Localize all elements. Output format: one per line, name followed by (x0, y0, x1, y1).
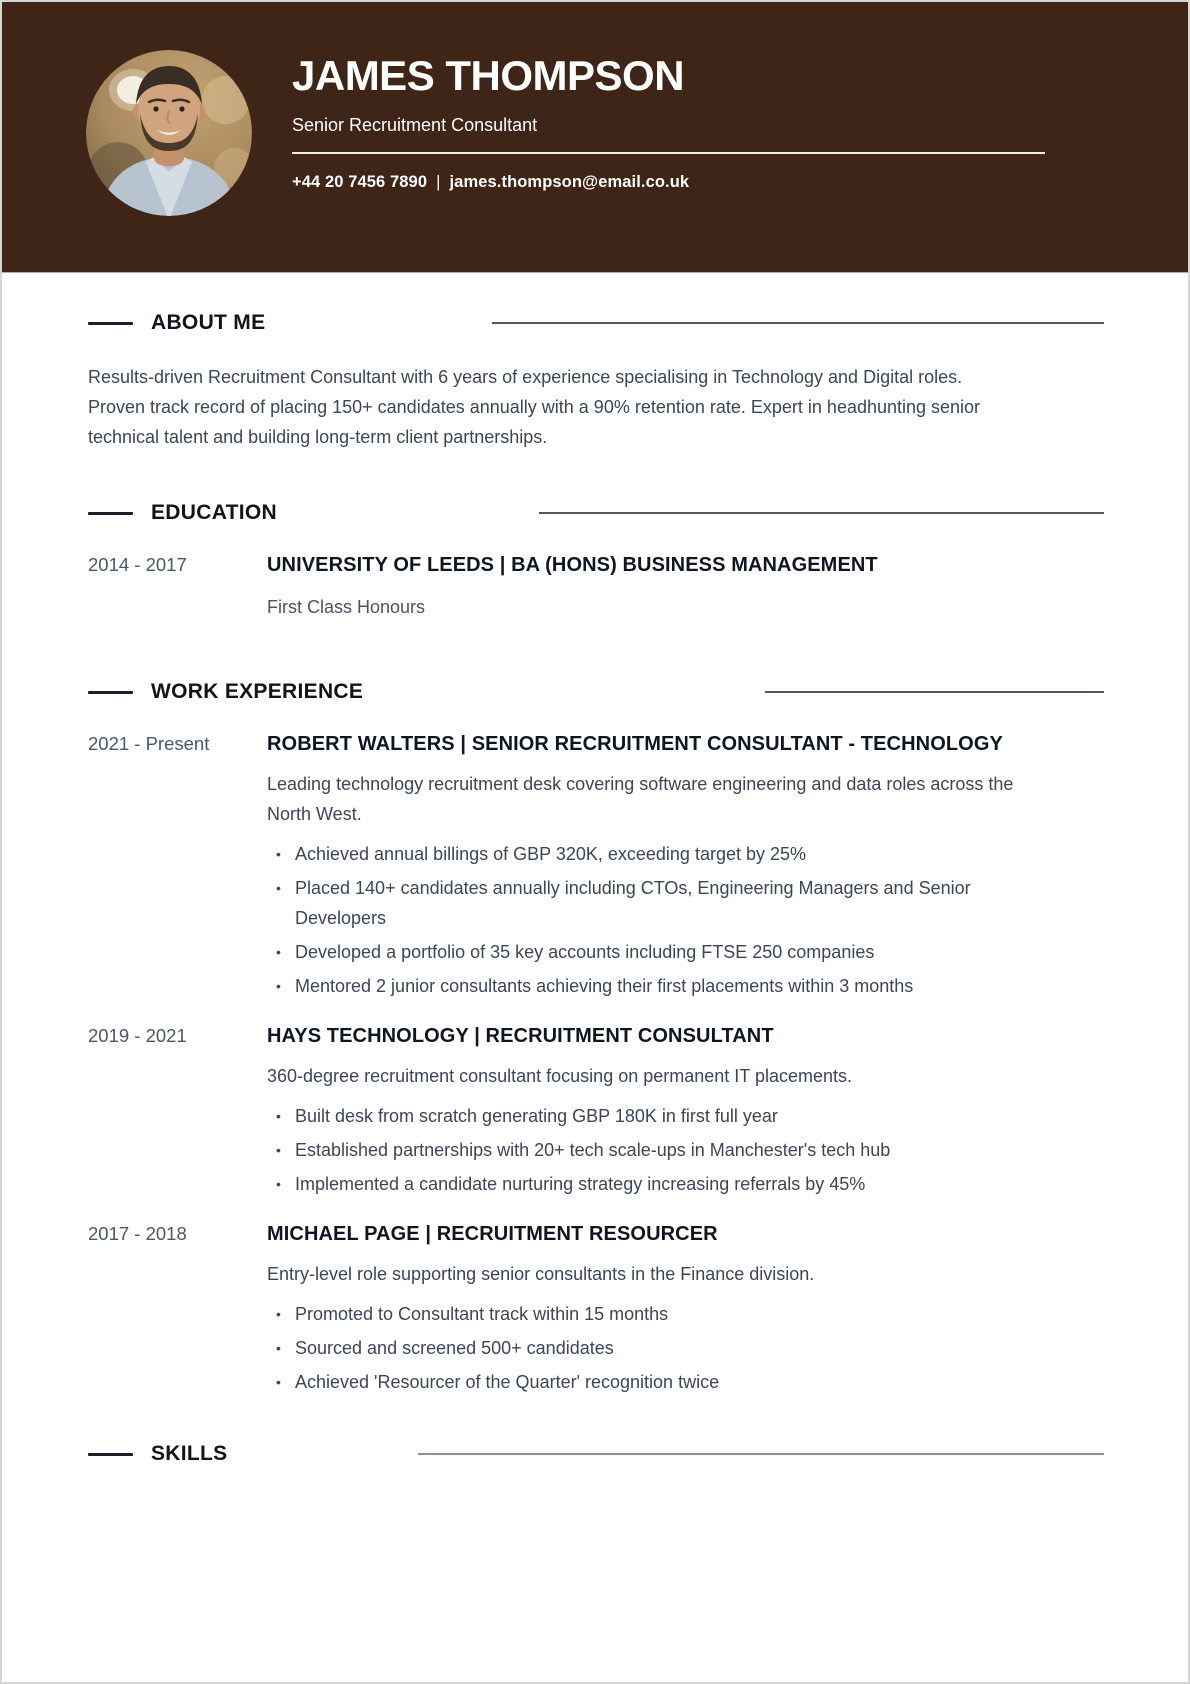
job-bullet: • Implemented a candidate nurturing strategy increasing referrals by 45% (267, 1169, 1032, 1199)
job-bullet-list (267, 1101, 1032, 1199)
bullet-marker: • (276, 1340, 281, 1356)
heading-dash (88, 1453, 133, 1456)
job-entry (88, 731, 1104, 1001)
job-entry (88, 1221, 1104, 1397)
section-heading-row (88, 1441, 1104, 1467)
job-bullet: • Developed a portfolio of 35 key accounts including FTSE 250 companies (267, 937, 1032, 967)
job-description: Entry-level role supporting senior consultants in the Finance division. (267, 1264, 815, 1284)
bullet-marker: • (276, 1176, 281, 1192)
job-bullet: • Achieved 'Resourcer of the Quarter' recognition twice (267, 1367, 1032, 1397)
bullet-marker: • (276, 1374, 281, 1390)
job-title: ROBERT WALTERS | SENIOR RECRUITMENT CONSULTANT - TECHNOLOGY (267, 733, 1003, 755)
heading-dash (88, 691, 133, 694)
heading-rule (539, 512, 1104, 514)
bullet-marker: • (276, 1306, 281, 1322)
job-title: MICHAEL PAGE | RECRUITMENT RESOURCER (267, 1223, 718, 1245)
candidate-name: JAMES THOMPSON (292, 52, 685, 99)
candidate-job-title: Senior Recruitment Consultant (292, 115, 538, 135)
section-heading-row (88, 679, 1104, 705)
section-skills (88, 1441, 1104, 1467)
header-text-block (292, 54, 1045, 192)
job-entry (88, 1023, 1104, 1199)
contact-separator: | (436, 173, 441, 191)
bullet-marker: • (276, 944, 281, 960)
heading-dash (88, 512, 133, 515)
job-bullet-list (267, 1299, 1032, 1397)
job-entry-body (267, 1221, 1104, 1397)
education-subtitle: First Class Honours (267, 597, 426, 617)
heading-rule (492, 322, 1104, 324)
education-entry (88, 552, 1104, 621)
job-bullet: • Placed 140+ candidates annually including CTOs, Engineering Managers and Senior Developers (267, 873, 1032, 933)
bullet-marker: • (276, 1142, 281, 1158)
section-education (88, 500, 1104, 621)
job-bullet: • Established partnerships with 20+ tech scale-ups in Manchester's tech hub (267, 1135, 1032, 1165)
section-heading-row (88, 500, 1104, 526)
job-bullet: • Mentored 2 junior consultants achieving their first placements within 3 months (267, 971, 1032, 1001)
section-work-experience (88, 679, 1104, 1397)
phone-number: +44 20 7456 7890 (292, 173, 428, 191)
education-entry-body (267, 552, 1104, 621)
job-title: HAYS TECHNOLOGY | RECRUITMENT CONSULTANT (267, 1025, 774, 1047)
about-paragraph: Results-driven Recruitment Consultant with 6 years of experience specialising in Technology and Digital roles. Proven track record of placing 150+ candidates annually with a 90% retention rate. Expert in headhunting senior technical talent and building long-term client partnerships. (88, 367, 981, 447)
job-bullet: • Promoted to Consultant track within 15 months (267, 1299, 1032, 1329)
bullet-marker: • (276, 880, 281, 896)
header-divider (292, 152, 1045, 154)
bullet-marker: • (276, 978, 281, 994)
job-entry-body (267, 731, 1104, 1001)
contact-line (292, 173, 1045, 192)
job-bullet-list (267, 839, 1032, 1001)
job-bullet: • Achieved annual billings of GBP 320K, exceeding target by 25% (267, 839, 1032, 869)
job-dates: 2019 - 2021 (88, 1025, 187, 1046)
section-title-work-experience: WORK EXPERIENCE (151, 680, 364, 703)
job-bullet: • Built desk from scratch generating GBP 180K in first full year (267, 1101, 1032, 1131)
heading-dash (88, 322, 133, 325)
profile-photo (86, 50, 252, 216)
job-entry-body (267, 1023, 1104, 1199)
section-heading-row (88, 310, 1104, 336)
job-dates: 2017 - 2018 (88, 1223, 187, 1244)
education-dates: 2014 - 2017 (88, 554, 187, 575)
bullet-marker: • (276, 846, 281, 862)
section-title-skills: SKILLS (151, 1442, 228, 1465)
profile-photo-illustration (86, 50, 252, 216)
job-dates: 2021 - Present (88, 733, 210, 754)
section-about (88, 310, 1104, 452)
resume-header (0, 0, 1190, 273)
resume-body (0, 310, 1190, 1467)
heading-rule (765, 691, 1104, 693)
education-title: UNIVERSITY OF LEEDS | BA (HONS) BUSINESS MANAGEMENT (267, 554, 878, 576)
job-description: 360-degree recruitment consultant focusing on permanent IT placements. (267, 1066, 852, 1086)
section-title-education: EDUCATION (151, 501, 277, 524)
bullet-marker: • (276, 1108, 281, 1124)
job-description: Leading technology recruitment desk covering software engineering and data roles across the North West. (267, 774, 1014, 824)
email-address: james.thompson@email.co.uk (449, 173, 690, 191)
heading-rule (418, 1453, 1104, 1455)
section-title-about: ABOUT ME (151, 311, 266, 334)
job-bullet: • Sourced and screened 500+ candidates (267, 1333, 1032, 1363)
